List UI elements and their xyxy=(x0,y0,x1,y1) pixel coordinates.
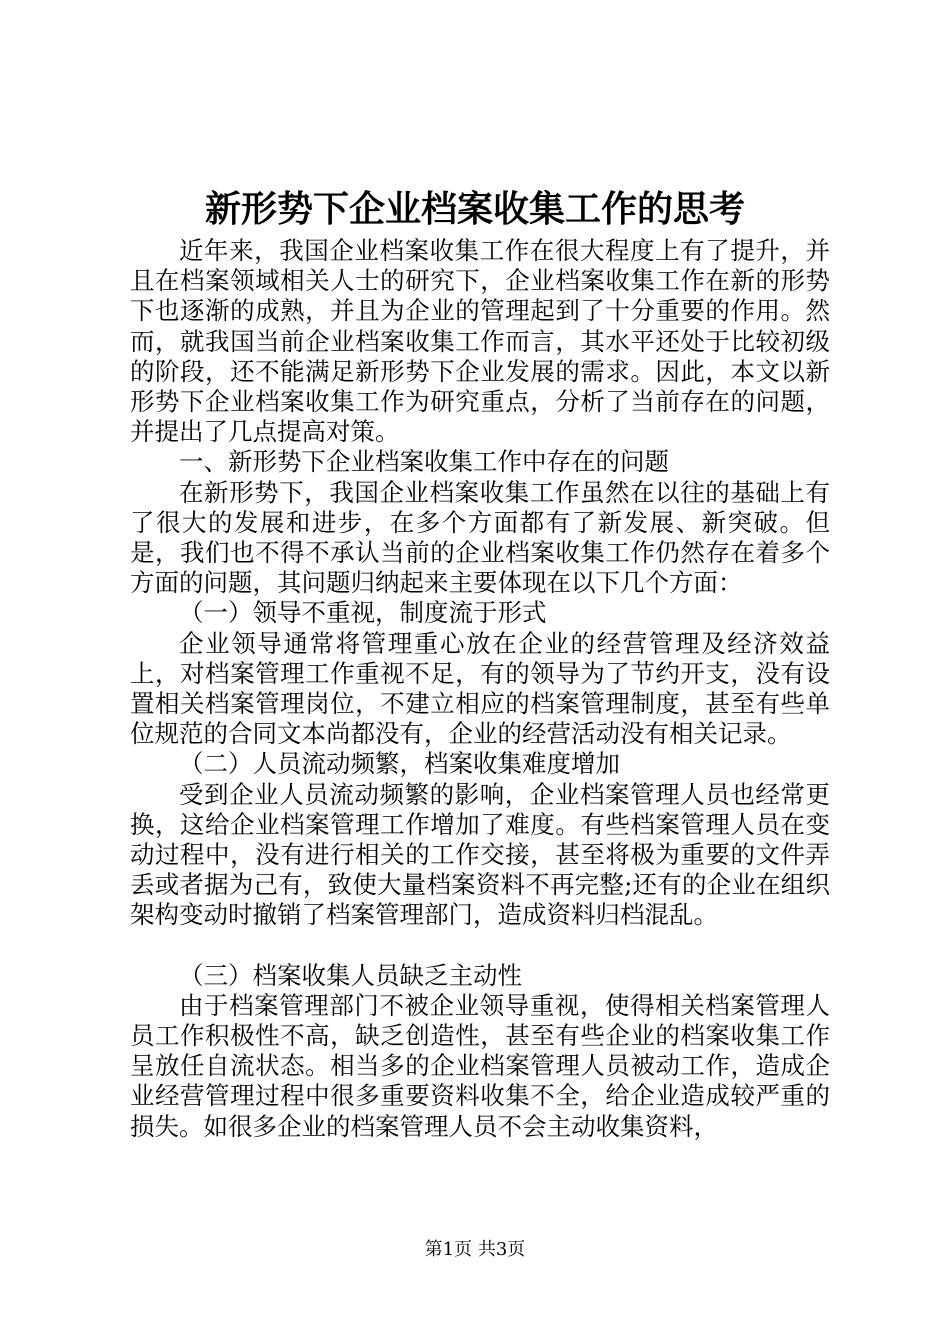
intro-paragraph: 近年来，我国企业档案收集工作在很大程度上有了提升，并且在档案领域相关人士的研究下，企业档案收集工作在新的形势下也逐渐的成熟，并且为企业的管理起到了十分重要的作用。然而，就我国当前企业档案收集工作而言，其水平还处于比较初级的阶段，还不能满足新形势下企业发展的需求。因此，本文以新形势下企业档案收集工作为研究重点，分析了当前存在的问题，并提出了几点提高对策。 xyxy=(130,236,830,447)
blank-line xyxy=(130,931,830,961)
page-number-footer: 第1页 共3页 xyxy=(424,1239,526,1260)
document-body xyxy=(130,236,830,1142)
document-title: 新形势下企业档案收集工作的思考 xyxy=(204,188,745,230)
section-1-paragraph: 在新形势下，我国企业档案收集工作虽然在以往的基础上有了很大的发展和进步，在多个方面都有了新发展、新突破。但是，我们也不得不承认当前的企业档案收集工作仍然存在着多个方面的问题，其问题归纳起来主要体现在以下几个方面： xyxy=(130,477,830,598)
subsection-heading-2: （二）人员流动频繁，档案收集难度增加 xyxy=(179,749,620,779)
subsection-2-paragraph: 受到企业人员流动频繁的影响，企业档案管理人员也经常更换，这给企业档案管理工作增加了难度。有些档案管理人员在变动过程中，没有进行相关的工作交接，甚至将极为重要的文件弄丢或者据为己有，致使大量档案资料不再完整;还有的企业在组织架构变动时撤销了档案管理部门，造成资料归档混乱。 xyxy=(130,779,830,930)
subsection-3-paragraph: 由于档案管理部门不被企业领导重视，使得相关档案管理人员工作积极性不高，缺乏创造性，甚至有些企业的档案收集工作呈放任自流状态。相当多的企业档案管理人员被动工作，造成企业经营管理过程中很多重要资料收集不全，给企业造成较严重的损失。如很多企业的档案管理人员不会主动收集资料， xyxy=(130,990,830,1141)
subsection-1-paragraph: 企业领导通常将管理重心放在企业的经营管理及经济效益上，对档案管理工作重视不足，有的领导为了节约开支，没有设置相关档案管理岗位，不建立相应的档案管理制度，甚至有些单位规范的合同文本尚都没有，企业的经营活动没有相关记录。 xyxy=(130,628,830,749)
subsection-heading-1: （一）领导不重视，制度流于形式 xyxy=(179,598,547,628)
subsection-heading-3: （三）档案收集人员缺乏主动性 xyxy=(179,960,522,990)
section-heading-1: 一、新形势下企业档案收集工作中存在的问题 xyxy=(179,447,669,477)
